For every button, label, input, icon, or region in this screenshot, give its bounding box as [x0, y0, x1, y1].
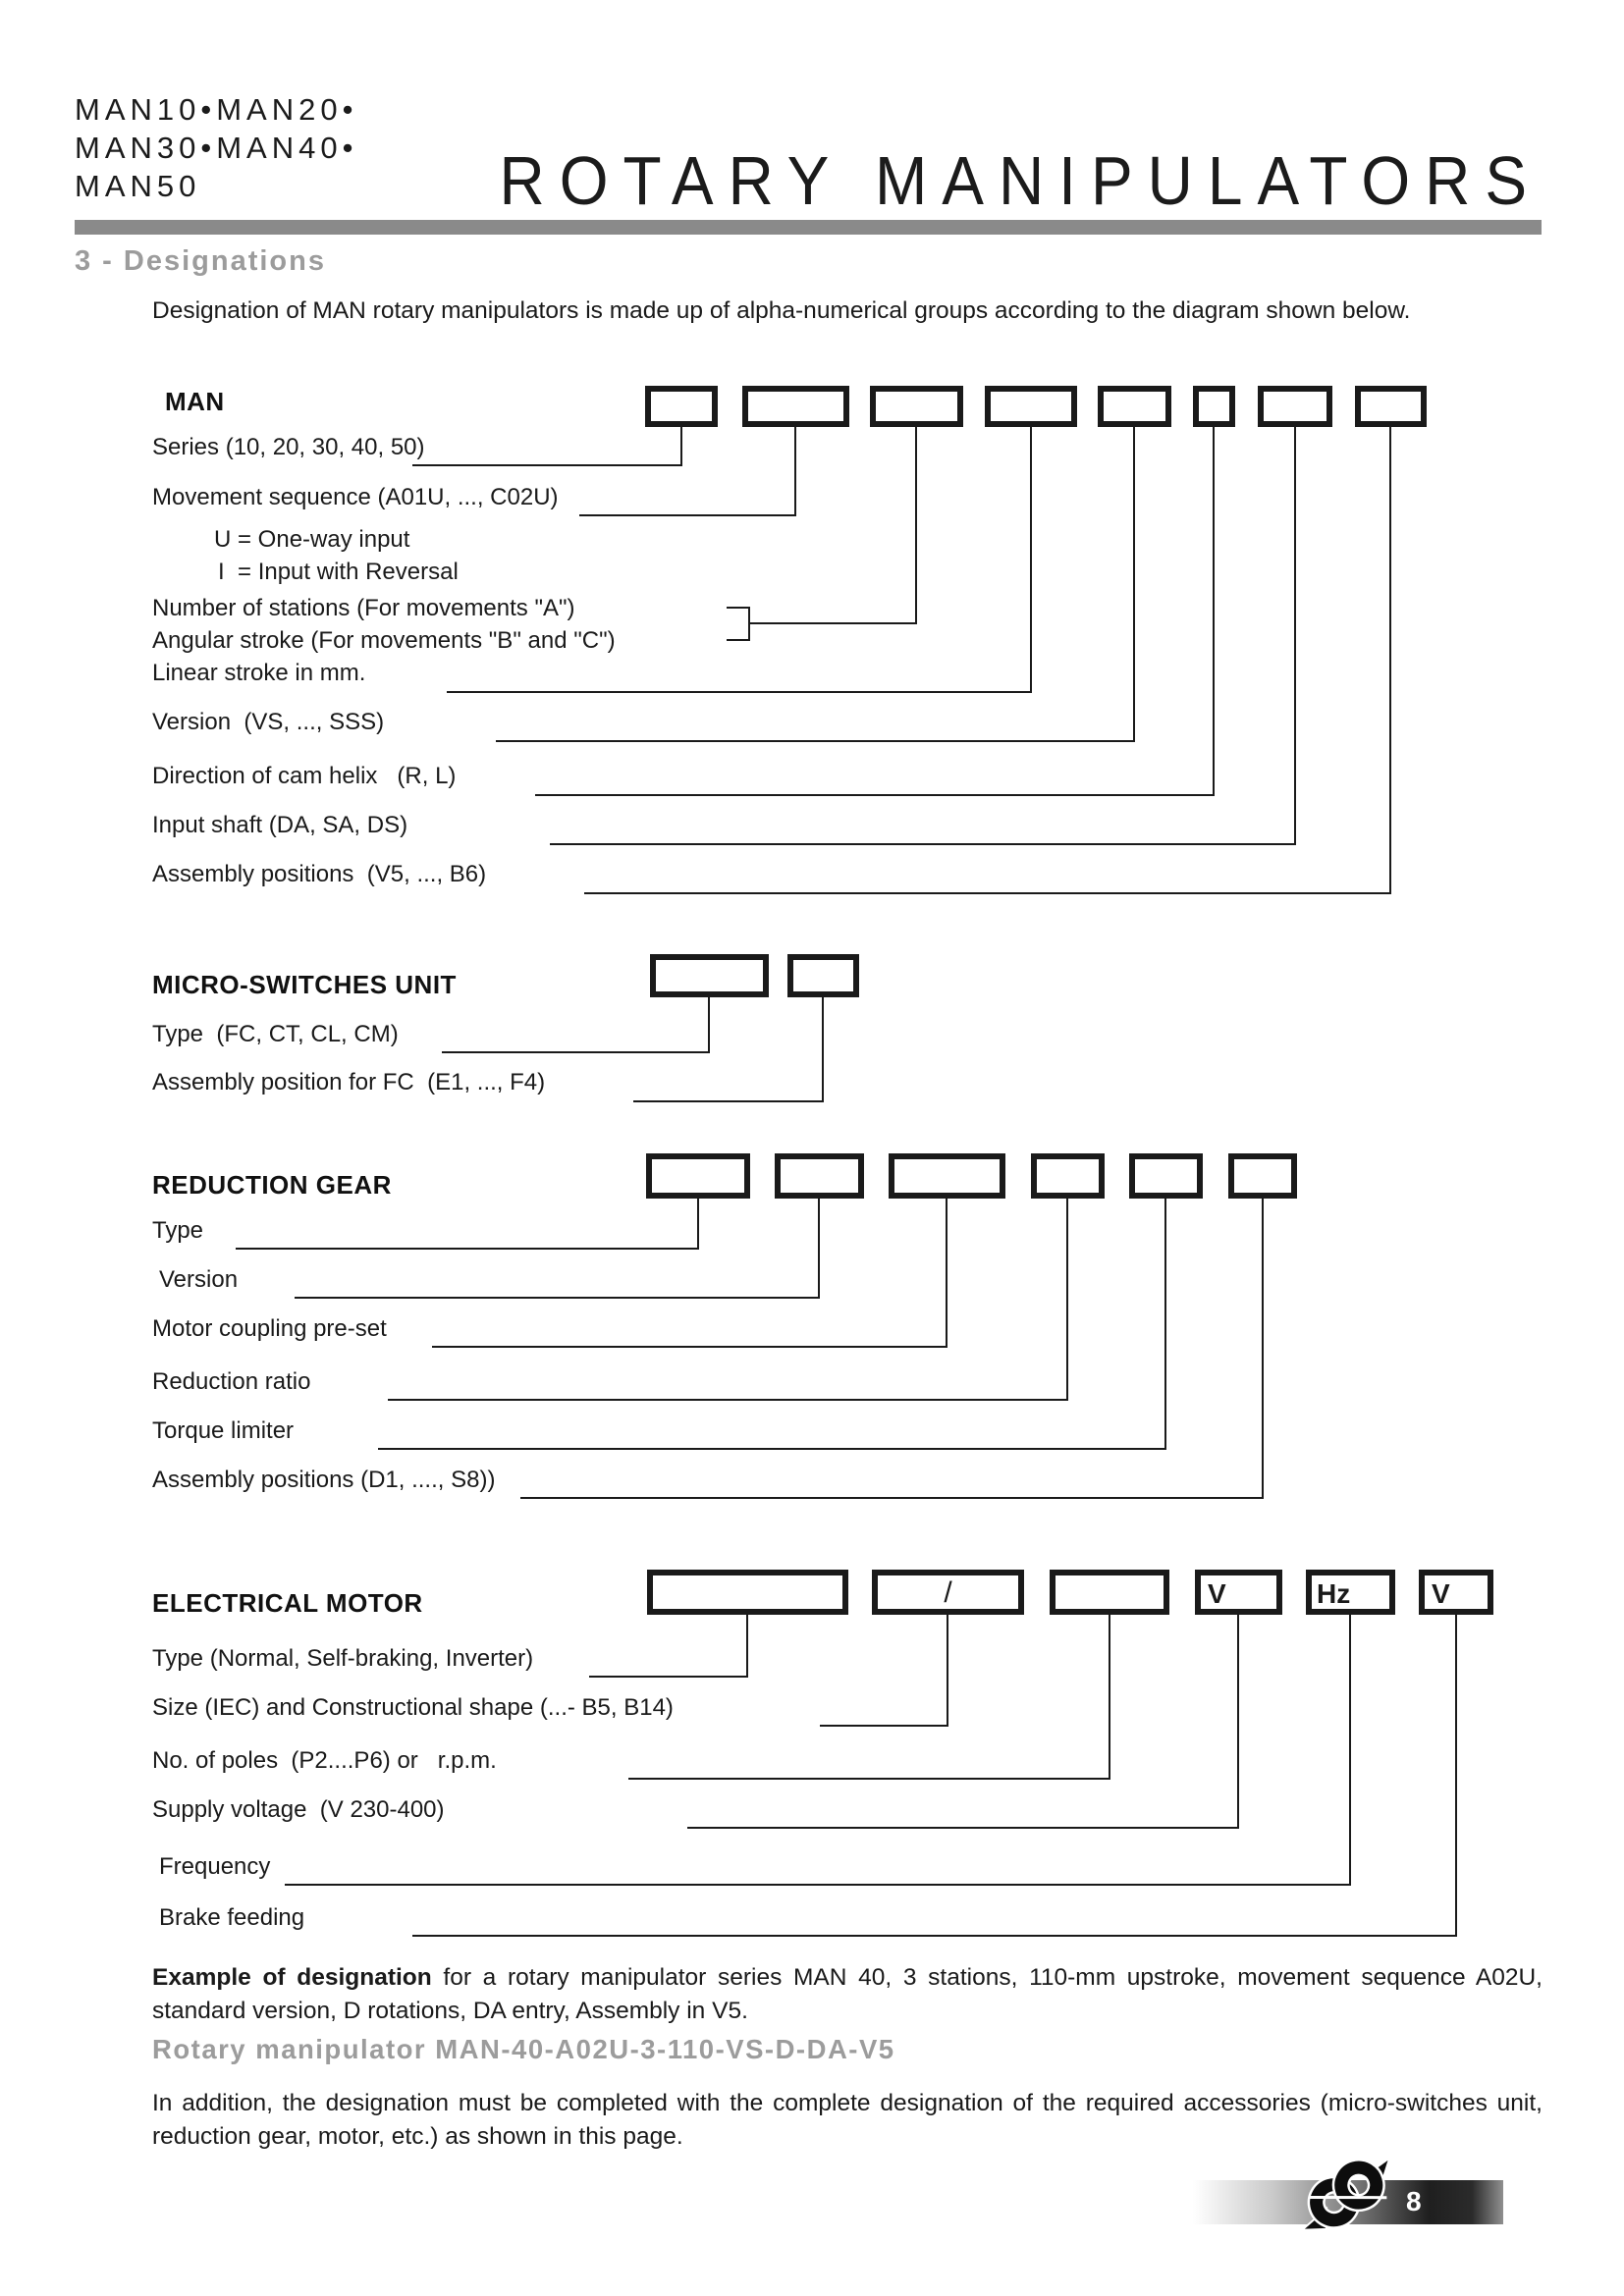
- label-one-way-input: U = One-way input: [214, 526, 410, 553]
- label-em-supply-voltage: Supply voltage (V 230-400): [152, 1796, 445, 1823]
- man-box-direction: [1196, 389, 1232, 424]
- motor-box-hz-mark: Hz: [1317, 1578, 1351, 1609]
- man-group-title: MAN: [165, 387, 225, 416]
- model-line-1: MAN10•MAN20•: [75, 92, 358, 127]
- man-box-assembly: [1358, 389, 1424, 424]
- page-number: 8: [1406, 2186, 1422, 2216]
- label-rg-assembly-positions: Assembly positions (D1, ...., S8)): [152, 1467, 496, 1493]
- label-angular-stroke: Angular stroke (For movements "B" and "C"): [152, 627, 616, 654]
- label-em-poles: No. of poles (P2....P6) or r.p.m.: [152, 1747, 497, 1774]
- designation-result-line: Rotary manipulator MAN-40-A02U-3-110-VS-D-DA-V5: [152, 2034, 895, 2064]
- label-rg-type: Type: [152, 1217, 204, 1244]
- man-box-linear: [988, 389, 1074, 424]
- model-line-2: MAN30•MAN40•: [75, 131, 358, 165]
- label-ms-type: Type (FC, CT, CL, CM): [152, 1021, 399, 1047]
- ms-box-assembly: [790, 957, 856, 994]
- label-input-with-reversal: I = Input with Reversal: [218, 559, 459, 585]
- brand-logo: [1288, 2156, 1404, 2234]
- rg-box-assembly: [1231, 1156, 1294, 1196]
- ms-box-type: [653, 957, 766, 994]
- label-rg-reduction-ratio: Reduction ratio: [152, 1368, 311, 1395]
- rg-box-type: [649, 1156, 747, 1196]
- man-boxes: [648, 389, 1424, 424]
- motor-box-slash-mark: /: [944, 1576, 952, 1609]
- micro-switches-boxes: [653, 957, 856, 994]
- title-divider-bar: [75, 220, 1542, 235]
- example-bold-lead: Example of designation: [152, 1964, 432, 1991]
- man-box-series: [648, 389, 715, 424]
- reduction-gear-title: REDUCTION GEAR: [152, 1170, 392, 1200]
- label-assembly-positions: Assembly positions (V5, ..., B6): [152, 861, 487, 887]
- label-number-of-stations: Number of stations (For movements "A"): [152, 595, 575, 621]
- rg-box-coupling: [892, 1156, 1002, 1196]
- label-em-frequency: Frequency: [159, 1853, 271, 1880]
- motor-boxes: [650, 1573, 1490, 1612]
- example-rest: for a rotary manipulator series MAN 40, 3 stations, 110-mm upstroke, movement sequence A02U, standard version, D rotations, DA entry, Assembly in V5.: [152, 1964, 1543, 2024]
- label-linear-stroke: Linear stroke in mm.: [152, 660, 366, 686]
- electrical-motor-title: ELECTRICAL MOTOR: [152, 1588, 423, 1618]
- example-paragraph: [152, 1961, 1543, 2028]
- label-em-size: Size (IEC) and Constructional shape (...- B5, B14): [152, 1694, 674, 1721]
- label-input-shaft: Input shaft (DA, SA, DS): [152, 812, 408, 838]
- page-title: ROTARY MANIPULATORS: [499, 142, 1542, 219]
- label-rg-torque-limiter: Torque limiter: [152, 1417, 295, 1444]
- section-heading: 3 - Designations: [75, 245, 326, 277]
- rg-box-version: [778, 1156, 861, 1196]
- label-em-type: Type (Normal, Self-braking, Inverter): [152, 1645, 534, 1672]
- man-box-stations: [873, 389, 960, 424]
- em-box-poles: [1053, 1573, 1166, 1612]
- label-rg-version: Version: [159, 1266, 239, 1293]
- micro-switches-title: MICRO-SWITCHES UNIT: [152, 970, 457, 999]
- label-ms-assembly-position: Assembly position for FC (E1, ..., F4): [152, 1069, 546, 1095]
- reduction-gear-connectors: [236, 1196, 1263, 1498]
- label-movement-sequence: Movement sequence (A01U, ..., C02U): [152, 484, 559, 510]
- model-line-3: MAN50: [75, 169, 201, 203]
- label-series: Series (10, 20, 30, 40, 50): [152, 434, 425, 460]
- label-cam-helix-direction: Direction of cam helix (R, L): [152, 763, 457, 789]
- motor-box-volt-mark-1: V: [1208, 1578, 1226, 1609]
- motor-box-volt-mark-2: V: [1432, 1578, 1450, 1609]
- man-box-input-shaft: [1261, 389, 1329, 424]
- em-box-type: [650, 1573, 845, 1612]
- addition-paragraph: In addition, the designation must be completed with the complete designation of the required accessories (micro-switches unit, reduction gear, motor, etc.) as shown in this page.: [152, 2090, 1543, 2150]
- rg-box-ratio: [1034, 1156, 1102, 1196]
- man-box-movement: [745, 389, 846, 424]
- intro-paragraph: Designation of MAN rotary manipulators is made up of alpha-numerical groups according to the diagram shown below.: [152, 297, 1411, 324]
- rg-box-torque: [1132, 1156, 1200, 1196]
- reduction-gear-boxes: [649, 1156, 1294, 1196]
- man-box-version: [1101, 389, 1168, 424]
- label-em-brake-feeding: Brake feeding: [159, 1904, 305, 1931]
- label-rg-motor-coupling: Motor coupling pre-set: [152, 1315, 387, 1342]
- man-connectors: [412, 424, 1390, 893]
- label-version: Version (VS, ..., SSS): [152, 709, 385, 735]
